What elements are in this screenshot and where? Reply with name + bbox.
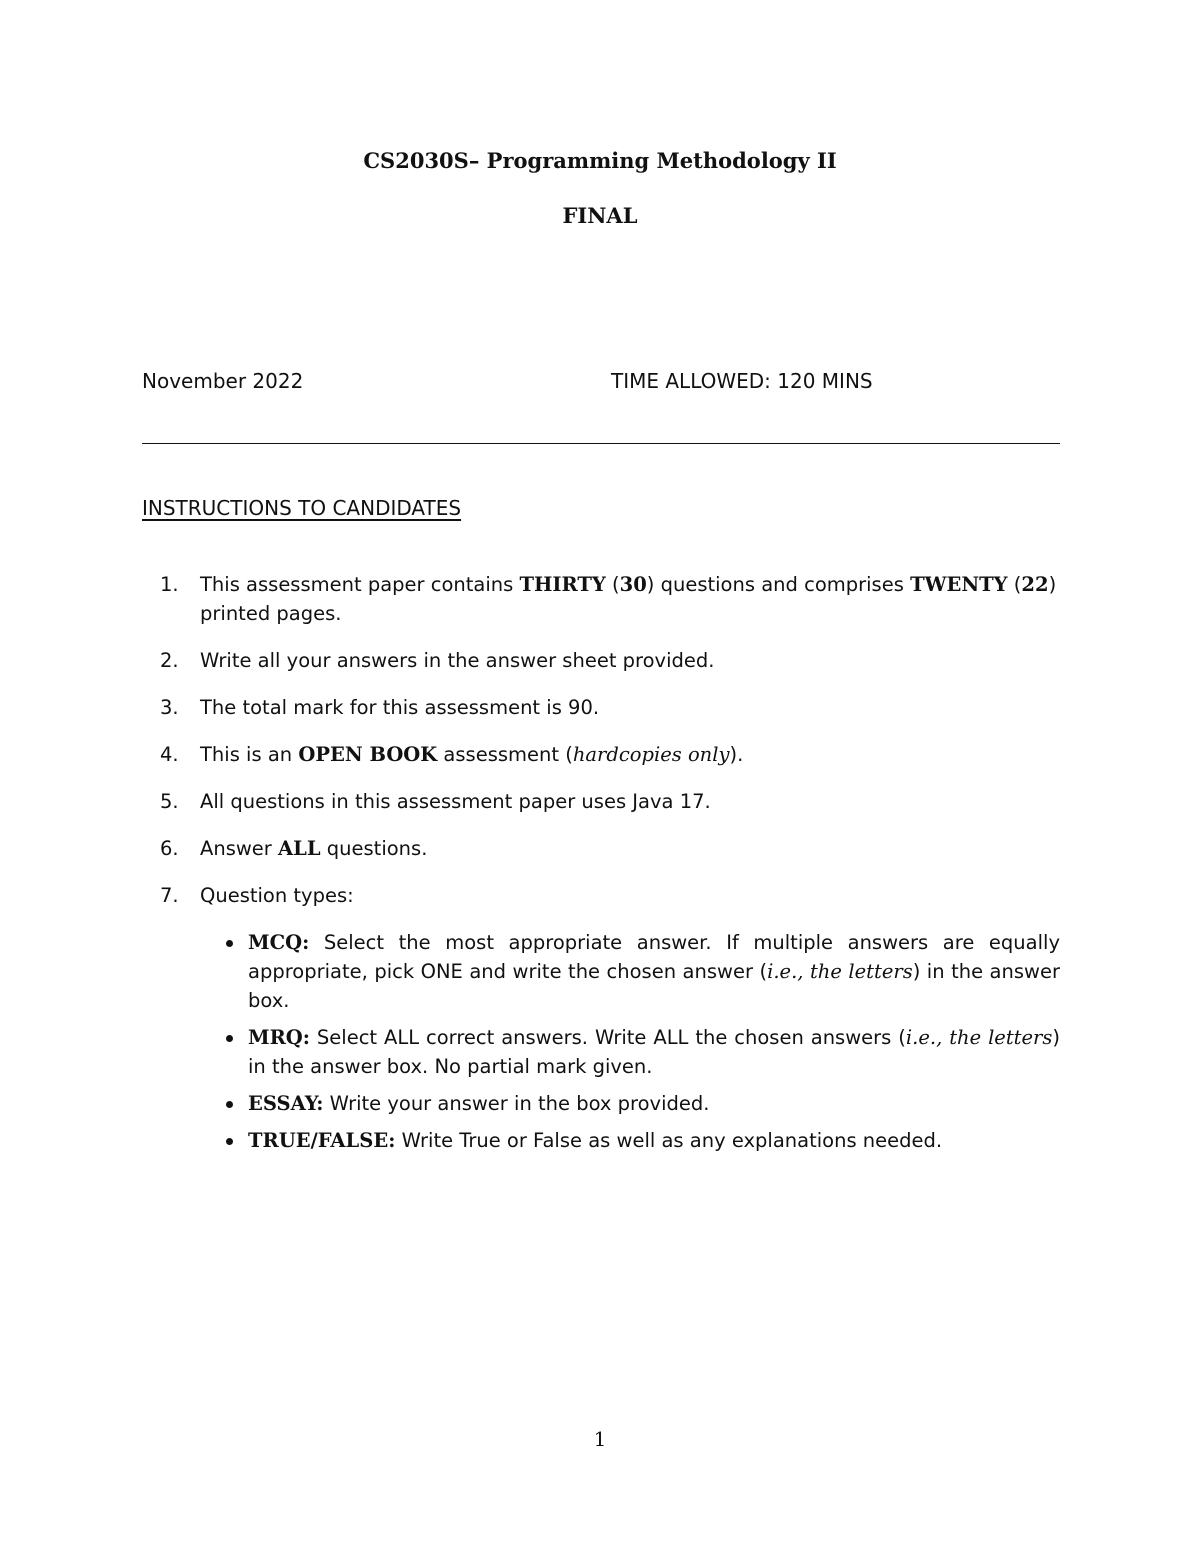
- instruction-text: ).: [729, 743, 744, 766]
- horizontal-divider: [142, 443, 1060, 444]
- instruction-number: 3.: [160, 696, 179, 719]
- page-count-number: 22: [1021, 573, 1049, 596]
- bullet-icon: [226, 1138, 233, 1145]
- instruction-number: 4.: [160, 743, 179, 766]
- instruction-text: ) questions and comprises: [646, 573, 911, 596]
- instruction-item-2: [160, 646, 1060, 675]
- instruction-text: This is an: [200, 743, 299, 766]
- page-number: 1: [593, 1427, 607, 1451]
- question-type-true-false: [208, 1126, 1060, 1155]
- question-type-mrq: [208, 1023, 1060, 1081]
- instruction-text: questions.: [320, 837, 428, 860]
- open-book-label: OPEN BOOK: [298, 743, 438, 766]
- all-label: ALL: [278, 837, 321, 860]
- instruction-text: assessment (: [437, 743, 573, 766]
- instruction-number: 5.: [160, 790, 179, 813]
- question-type-label: MRQ:: [248, 1026, 310, 1049]
- question-type-text: ) in the answer box.: [248, 960, 1060, 1012]
- instruction-number: 6.: [160, 837, 179, 860]
- question-type-italic: i.e., the letters: [767, 960, 913, 983]
- question-count-word: THIRTY: [519, 573, 606, 596]
- instruction-text: Write all your answers in the answer sheet provided.: [200, 649, 715, 672]
- instruction-item-1: [160, 570, 1060, 628]
- question-count-number: 30: [619, 573, 647, 596]
- bullet-icon: [226, 1035, 233, 1042]
- instruction-text: The total mark for this assessment is 90.: [200, 696, 600, 719]
- instruction-item-4: [160, 740, 1060, 769]
- question-type-italic: i.e., the letters: [905, 1026, 1053, 1049]
- instruction-number: 1.: [160, 573, 179, 596]
- question-type-label: TRUE/FALSE:: [248, 1129, 396, 1152]
- question-types-list: [208, 928, 1060, 1155]
- question-type-text: ) in the answer box. No partial mark given.: [248, 1026, 1060, 1078]
- bullet-icon: [226, 1101, 233, 1108]
- question-type-label: MCQ:: [248, 931, 310, 954]
- instruction-text: (: [605, 573, 620, 596]
- hardcopies-note: hardcopies only: [572, 743, 730, 766]
- instruction-item-3: [160, 693, 1060, 722]
- instruction-text: ) printed pages.: [200, 573, 1057, 625]
- instruction-text: Answer: [200, 837, 279, 860]
- question-type-text: Write True or False as well as any explanations needed.: [395, 1129, 943, 1152]
- time-allowed: TIME ALLOWED: 120 MINS: [611, 369, 873, 393]
- instruction-text: This assessment paper contains: [200, 573, 520, 596]
- instruction-number: 7.: [160, 884, 179, 907]
- instruction-item-6: [160, 834, 1060, 863]
- question-type-mcq: [208, 928, 1060, 1015]
- bullet-icon: [226, 940, 233, 947]
- instructions-heading: INSTRUCTIONS TO CANDIDATES: [142, 496, 462, 520]
- instruction-text: (: [1007, 573, 1022, 596]
- instruction-number: 2.: [160, 649, 179, 672]
- instruction-item-5: [160, 787, 1060, 816]
- exam-date: November 2022: [142, 369, 304, 393]
- instruction-text: All questions in this assessment paper uses Java 17.: [200, 790, 711, 813]
- question-type-text: Select ALL correct answers. Write ALL the chosen answers (: [309, 1026, 906, 1049]
- exam-type: FINAL: [562, 203, 638, 228]
- instruction-item-7: [160, 881, 1060, 1155]
- instructions-list: [160, 570, 1060, 1173]
- instruction-text: Question types:: [200, 884, 354, 907]
- question-type-text: Write your answer in the box provided.: [323, 1092, 710, 1115]
- course-title: CS2030S– Programming Methodology II: [363, 148, 837, 173]
- question-type-label: ESSAY:: [248, 1092, 324, 1115]
- page-count-word: TWENTY: [910, 573, 1008, 596]
- question-type-text: Select the most appropriate answer. If multiple answers are equally appropriate, pick ONE and write the chosen answer (: [248, 931, 1060, 983]
- question-type-essay: [208, 1089, 1060, 1118]
